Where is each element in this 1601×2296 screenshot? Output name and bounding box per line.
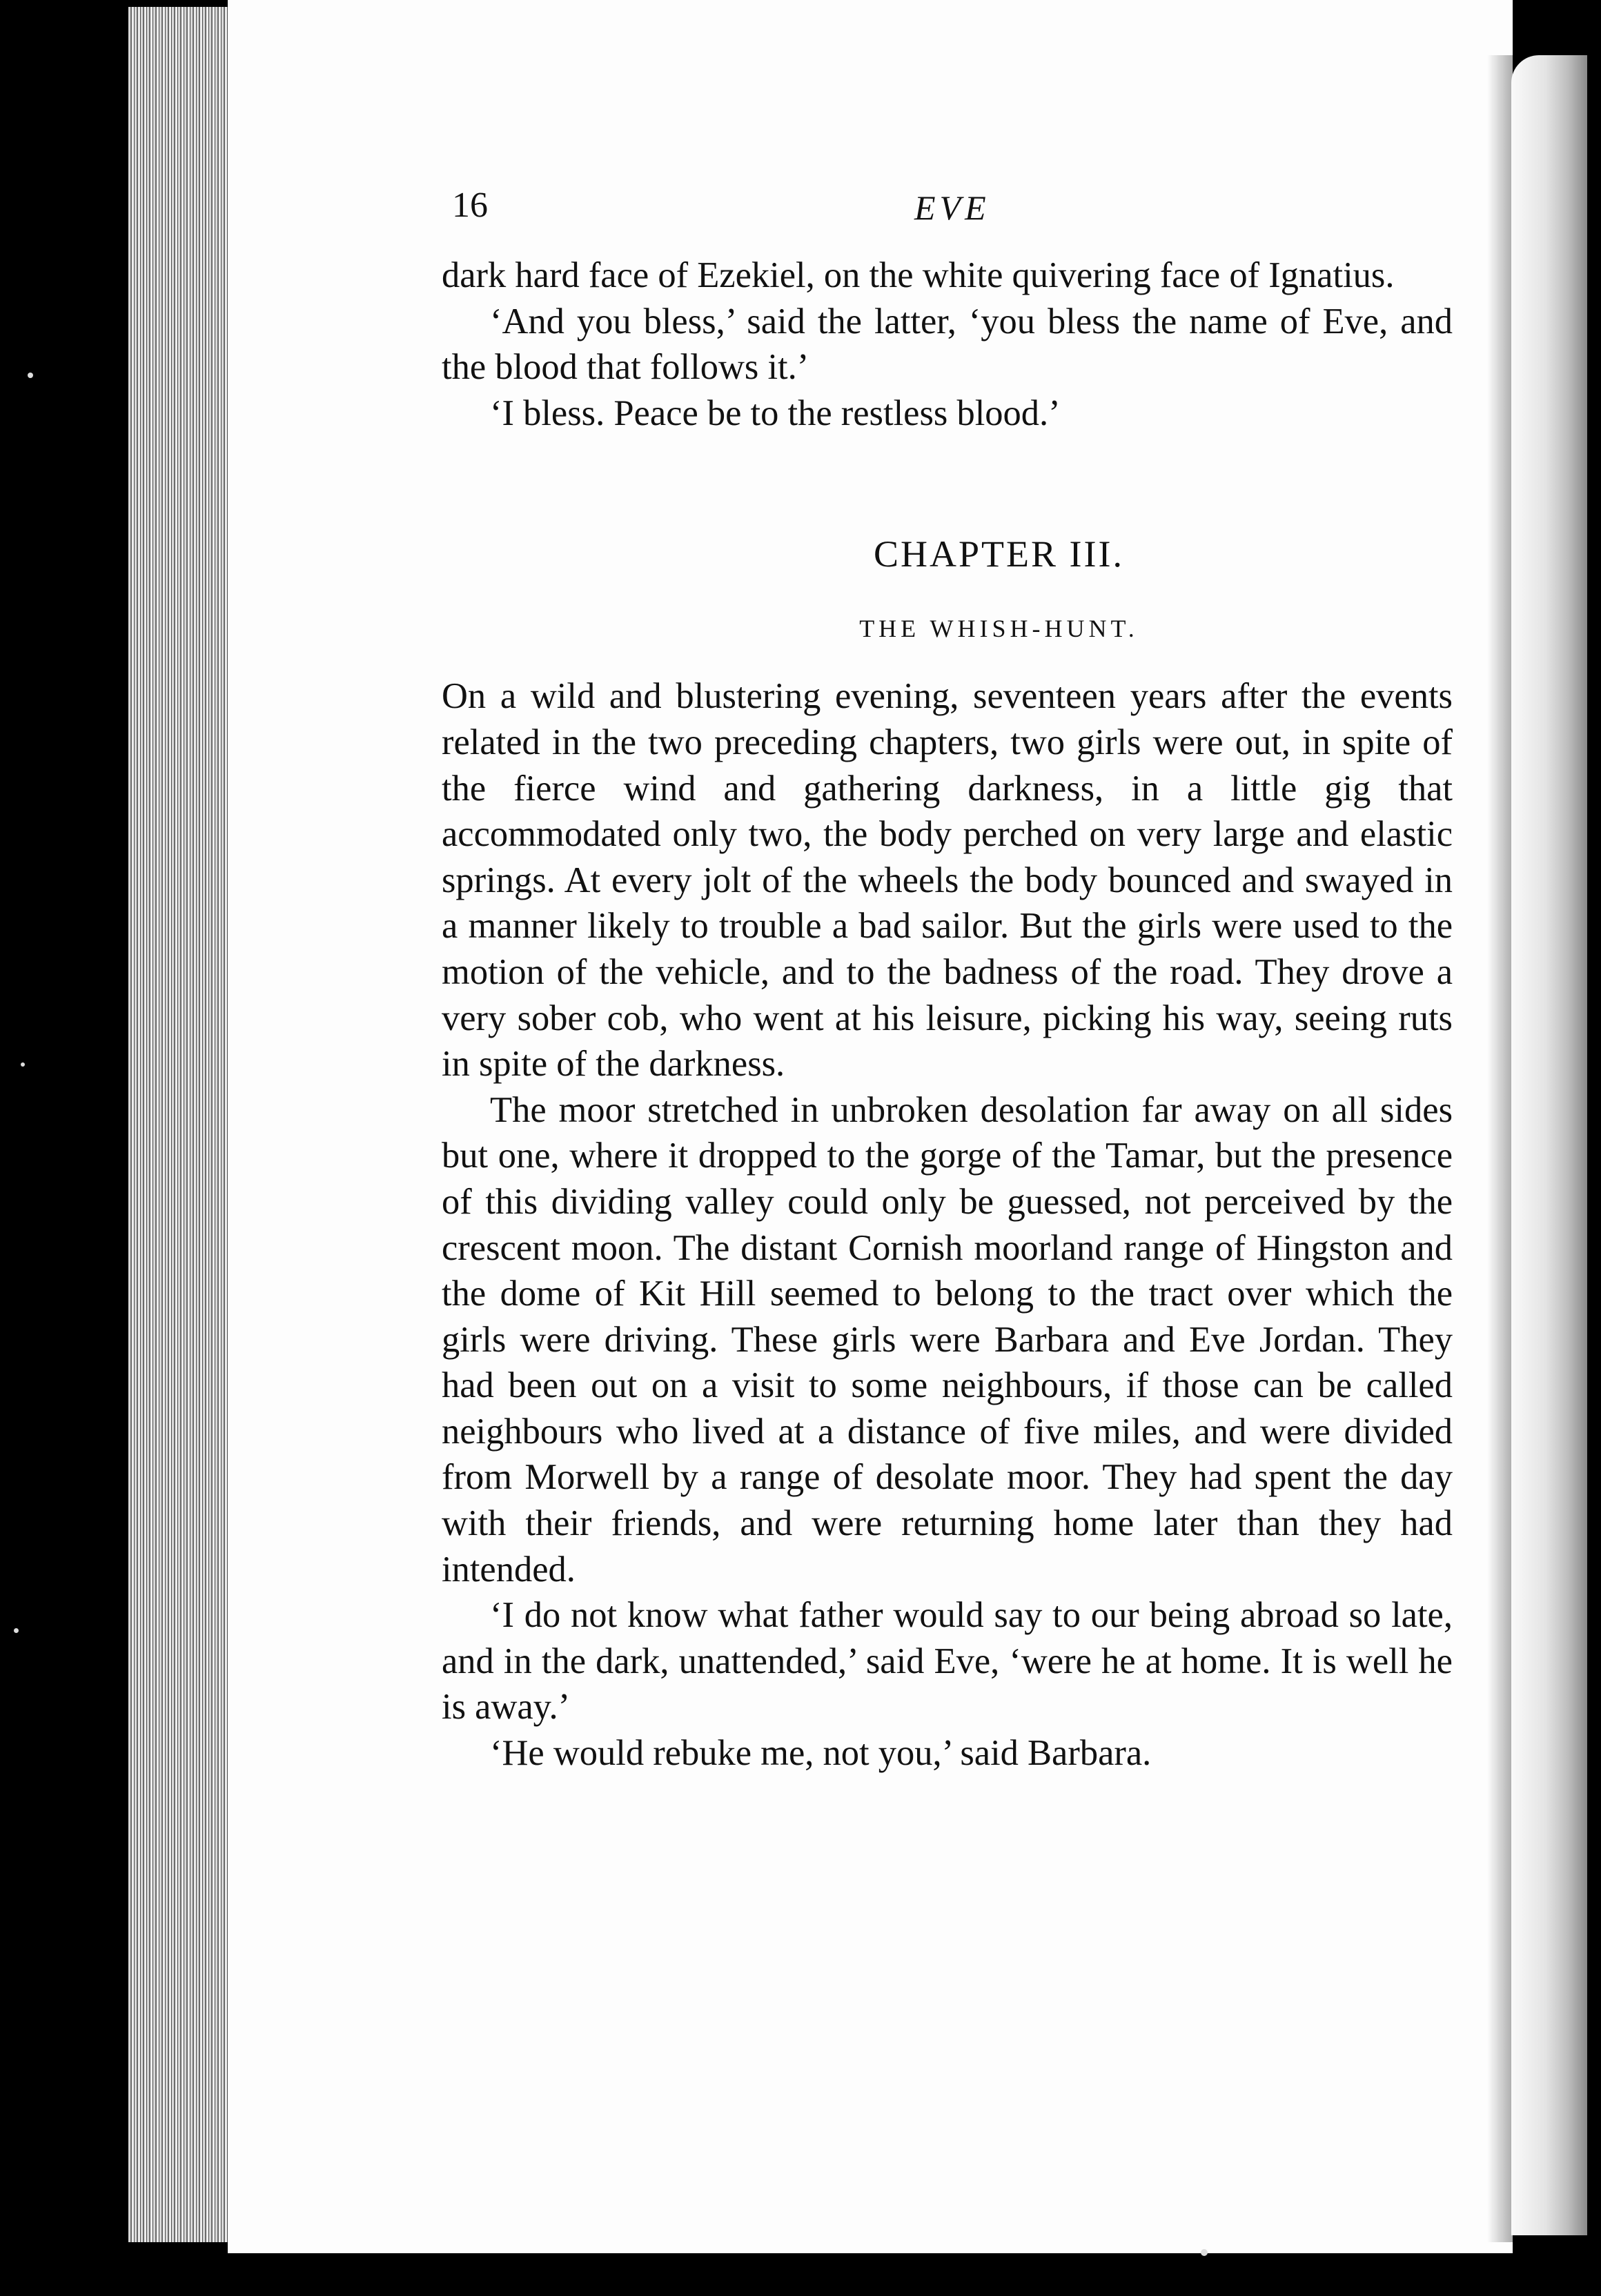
bottom-border <box>228 2253 1539 2296</box>
dust-speck <box>21 1062 25 1067</box>
paragraph: ‘I do not know what father would say to our being abroad so late, and in the dark, unattended,’ said Eve, ‘were he at home. It is well he is away.’ <box>442 1595 1453 1728</box>
running-head: EVE <box>914 188 990 227</box>
dust-speck <box>14 1628 19 1633</box>
paragraph: dark hard face of Ezekiel, on the white quivering face of Ignatius. <box>442 255 1395 295</box>
chapter-heading <box>442 533 1453 643</box>
page-number: 16 <box>452 186 488 225</box>
paragraph: The moor stretched in unbroken desolation far away on all sides but one, where it dropped to the gorge of the Tamar, but the presence of this dividing valley could only be guessed, not perceived by the crescent moon. The distant Cornish moorland range of Hingston and the dome of Kit Hill seemed to belong to the tract over which the girls were driving. These girls were Barbara and Eve Jordan. They had been out on a visit to some neighbours, if those can be called neighbours who lived at a distance of five miles, and were divided from Morwell by a range of desolate moor. They had spent the day with their friends, and were returning home later than they had intended. <box>442 1089 1453 1590</box>
dust-speck <box>28 373 33 378</box>
chapter-subtitle: THE WHISH-HUNT. <box>859 615 1139 643</box>
next-page-curl <box>1511 55 1587 2235</box>
paragraph: On a wild and blustering evening, seventeen years after the events related in the two preceding chapters, two girls were out, in spite of the fierce wind and gathering darkness, in a little gig that accommodated only two, the body perched on very large and elastic springs. At every jolt of the wheels the body bounced and swayed in a manner likely to trouble a bad sailor. But the girls were used to the motion of the vehicle, and to the badness of the road. They drove a very sober cob, who went at his leisure, picking his way, seeing ruts in spite of the darkness. <box>442 676 1453 1085</box>
paragraph: ‘He would rebuke me, not you,’ said Barbara. <box>490 1733 1152 1774</box>
book-page-edges <box>128 7 232 2242</box>
chapter-title: CHAPTER III. <box>874 533 1124 575</box>
dust-speck <box>1201 2249 1208 2256</box>
page-header <box>452 185 1432 240</box>
page-body <box>442 253 1453 1777</box>
paragraph: ‘And you bless,’ said the latter, ‘you bless the name of Eve, and the blood that follows it.’ <box>442 301 1453 388</box>
paragraph: ‘I bless. Peace be to the restless blood.’ <box>490 393 1061 433</box>
gutter-shadow <box>1487 55 1515 2242</box>
